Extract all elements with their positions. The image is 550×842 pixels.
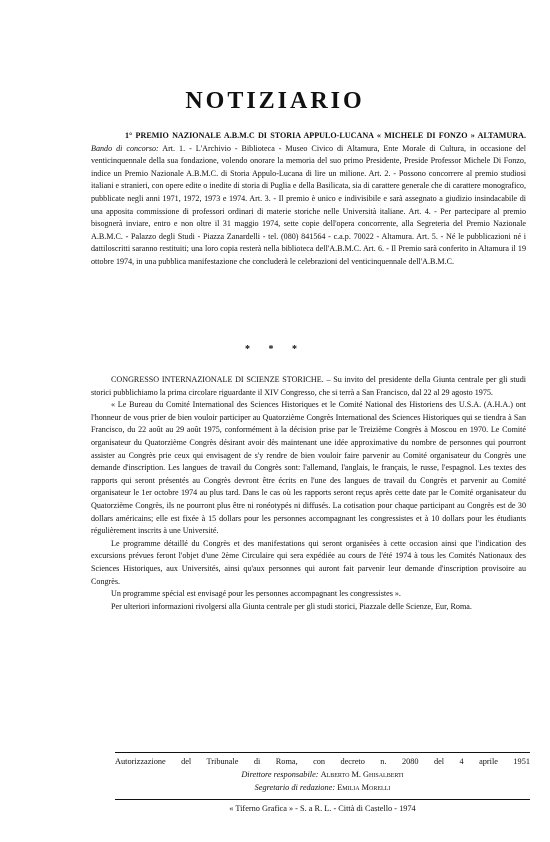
premio-subheading: Bando di concorso:	[91, 143, 159, 153]
premio-section	[91, 130, 526, 269]
footer-secretary	[115, 782, 530, 794]
congresso-paragraph-1: « Le Bureau du Comité International des Sciences Historiques et le Comité National des Historiens des U.S.A. (A.H.A.) ont l'honneur de vous prier de bien vouloir participer au Quatorzième Congrès International des Sciences Historiques qui se tiendra à San Francisco, du 22 août au 29 août 1975, conformément à la décision prise par le Treizième Congrès à Moscou en 1970. Le Comité organisateur du Quatorzième Congrès désirant avoir dès maintenant une idée approximative du nombre de personnes qui pourront assister au Congrès prie ceux qui envisagent de s'y rendre de bien vouloir faire parvenir au Comité organisateur du Congrès une demande d'inscription. Les langues de travail du Congrès sont: l'allemand, l'anglais, le français, le russe, l'espagnol. Les textes des rapports qui seront présentés au Congrès devront être écrits en l'une des langues de travail du Congrès et parvenir au Comité organisateur le 1er octobre 1974 au plus tard. Dans le cas où les rapports seront reçus après cette date par le Comité organisateur du Quatorzième Congrès, ils ne pourront plus être ni ronéotypés ni diffusés. La cotisation pour chaque participant au Congrès est de 30 dollars américains; elle est fixée à 15 dollars pour les personnes accompagnant les congressistes et à 10 dollars pour les étudiants régulièrement inscrits à une Université.	[91, 400, 526, 536]
premio-text: Art. 1. - L'Archivio - Biblioteca - Museo Civico di Altamura, Ente Morale di Cultura, in occasione del venticinquennale della sua fondazione, volendo onorare la memoria del suo primo Presidente, Preside Professor Michele Di Fonzo, indice un Premio Nazionale A.B.M.C. di Storia Appulo-Lucana di lire un milione. Art. 2. - Possono concorrere al premio studiosi italiani e stranieri, con opere edite o inedite di storia di Puglia e della Basilicata, sia di carattere generale che di carattere monografico, pubblicate negli anni 1971, 1972, 1973 e 1974. Art. 3. - Il premio è unico e indivisibile e sarà assegnato a giudizio insindacabile di una apposita commissione di professori ordinari di materie storiche nelle Università italiane. Art. 4. - Per partecipare al premio bisognerà inviare, entro e non oltre il 31 maggio 1974, sette copie dell'opera concorrente, alla Segreteria del Premio Nazionale A.B.M.C. - Palazzo degli Studi - Piazza Zanardelli - tel. (080) 841564 - c.a.p. 70022 - Altamura. Art. 5. - Né le pubblicazioni né i dattiloscritti saranno restituiti; una loro copia resterà nella biblioteca dell'A.B.M.C. Art. 6. - Il Premio sarà conferito in Altamura il 19 ottobre 1974, in una pubblica manifestazione che concluderà le celebrazioni del venticinquennale dell'A.B.M.C.	[91, 143, 527, 266]
director-label: Direttore responsabile:	[241, 770, 319, 779]
footer-director	[115, 769, 530, 781]
congresso-heading: CONGRESSO INTERNAZIONALE DI SCIENZE STORICHE.	[111, 375, 324, 384]
footer-divider-bottom	[115, 799, 530, 800]
premio-paragraph	[91, 130, 526, 269]
congresso-intro: – Su invito del presidente della Giunta centrale per gli studi storici pubblichiamo la prima circolare riguardante il XIV Congresso, che si terrà a San Francisco, dal 22 al 29 agosto 1975.	[91, 375, 527, 397]
congresso-intro-paragraph	[91, 374, 526, 399]
secretary-name: Emilia Morelli	[337, 783, 391, 792]
congresso-paragraph-2: Le programme détaillé du Congrès et des manifestations qui seront organisées à cette occasion ainsi que l'indication des excursions prévues feront l'objet d'une 2ème Circulaire qui sera expédiée au cours de l'été 1974 à tous les Comités Nationaux des Sciences Historiques, aux Universités, ainsi qu'aux personnes qui auront fait parvenir leur demande d'inscription provisoire au Congrès.	[91, 538, 526, 586]
footer-printer: « Tiferno Grafica » - S. a R. L. - Città di Castello - 1974	[229, 804, 416, 813]
congresso-paragraph-4: Per ulteriori informazioni rivolgersi alla Giunta centrale per gli studi storici, Piazzale delle Scienze, Eur, Roma.	[111, 601, 472, 611]
section-separator: * * *	[245, 344, 305, 355]
secretary-label: Segretario di redazione:	[254, 783, 336, 792]
premio-heading: 1° PREMIO NAZIONALE A.B.M.C DI STORIA APPULO-LUCANA « MICHELE DI FONZO » ALTAMURA.	[125, 131, 526, 140]
footer-authorization: Autorizzazione del Tribunale di Roma, con decreto n. 2080 del 4 aprile 1951	[115, 757, 530, 766]
congresso-section	[91, 374, 526, 613]
page-title: NOTIZIARIO	[185, 88, 365, 114]
footer-divider-top	[115, 752, 530, 753]
congresso-paragraph-3: Un programme spécial est envisagé pour les personnes accompagnant les congressistes ».	[111, 589, 401, 599]
director-name: Alberto M. Ghisalberti	[320, 770, 404, 779]
